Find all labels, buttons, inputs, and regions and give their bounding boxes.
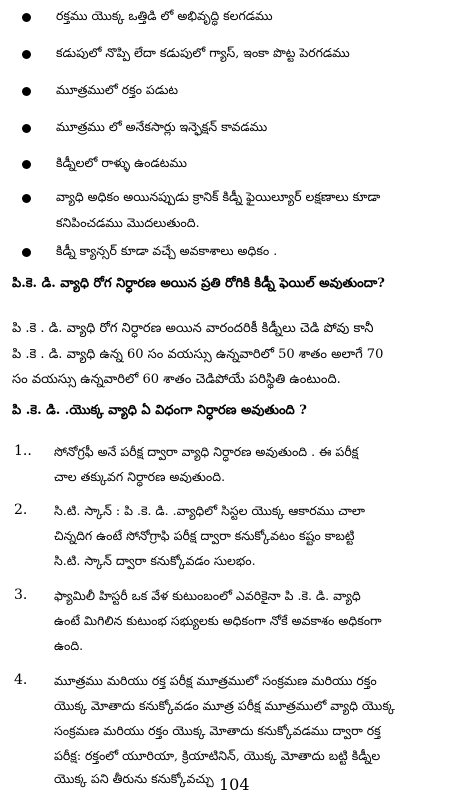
bullet-text: రక్తము యొక్క ఒత్తిడి లో అభివృద్ధి కలగడము	[56, 8, 273, 23]
item-line: పరీక్ష: రక్తంలో యూరియా, క్రియాటినిన్, యొక్క మోతాదు బట్టి కిడ్నీల	[54, 748, 381, 763]
bullet-text: కడుపులో నొప్పి లేదా కడుపులో గ్యాస్, ఇంకా పొట్ట పెరగడము	[56, 45, 350, 60]
bullet-dot	[22, 13, 31, 22]
bullet-dot	[22, 50, 31, 59]
section-heading: పి .కె. డి. .యొక్క వ్యాధి ఏ విధంగా నిర్ధారణ అవుతుంది ?	[12, 403, 307, 418]
item-line: సోనోగ్రఫీ అనే పరీక్ష ద్వారా వ్యాధి నిర్ధారణ అవుతుంది . ఈ పరీక్ష	[54, 444, 359, 459]
item-line: మూత్రము మరియు రక్త పరీక్ష మూత్రములో సంక్రమణ మరియు రక్తం	[54, 673, 377, 688]
item-line: ఫ్యామిలీ హిస్టరీ ఒక వేళ కుటుంబంలో ఎవరికైనా పి .కె. డి. వ్యాధి	[54, 588, 361, 603]
bullet-text: కిడ్నీ క్యాన్సర్ కూడా వచ్చే అవకాశాలు అధికం .	[56, 243, 278, 258]
bullet-text-line: కనిపించడము మొదలుతుంది.	[56, 215, 200, 230]
bullet-dot	[22, 194, 31, 203]
bullet-text: మూత్రము లో అనేకసార్లు ఇన్ఫెక్షన్ కావడము	[56, 119, 268, 134]
item-line: ఉంటే మిగిలిన కుటుంభ సభ్యులకు అధికంగా నోకే అవకాశం అధికంగా	[54, 613, 382, 628]
bullet-dot	[22, 248, 31, 257]
bullet-text-line: వ్యాధి అధికం అయినప్పుడు క్రానిక్ కిడ్నీ ఫైయిల్యూర్ లక్షణాలు కూడా	[56, 189, 381, 204]
section-heading: పి.కె. డి. వ్యాధి రోగ నిర్ధారణ అయిన ప్రతి రోగికి కిడ్నీ ఫెయిల్ అవుతుందా?	[12, 276, 385, 291]
item-number: 4.	[14, 672, 28, 688]
paragraph-line: పి .కె . డి. వ్యాధి ఉన్న 60 సం వయస్సు ఉన్నవారిలో 50 శాతం అలాగే 70	[12, 347, 384, 362]
bullet-text: కిడ్నీలలో రాళ్ళు ఉండటము	[56, 155, 187, 170]
item-number: 1..	[14, 443, 32, 459]
bullet-text: మూత్రములో రక్తం పడుట	[56, 82, 179, 97]
page-number: 104	[219, 775, 250, 794]
item-line: సి.టి. స్కాన్ ద్వారా కనుక్కోవడం సులభం.	[54, 553, 256, 568]
item-line: సంక్రమణ మరియు రక్తం యొక్క మోతాదు కనుక్కోవడము ద్వారా రక్త	[54, 723, 381, 738]
item-line: యొక్క మోతాదు కనుక్కోవడం మూత్ర పరీక్ష మూత్రములో వ్యాధి యొక్క	[54, 698, 395, 713]
item-number: 2.	[14, 502, 28, 518]
paragraph-line: పి .కె . డి. వ్యాధి రోగ నిర్ధారణ అయిన వారందరికీ కిడ్నీలు చెడి పోవు కానీ	[12, 321, 374, 336]
item-line: చాల తక్కువగ నిర్ధారణ అవుతుంది.	[54, 469, 226, 484]
item-number: 3.	[14, 587, 28, 603]
item-line: యొక్క పని తీరును కనుక్కోవచ్చు	[54, 771, 214, 786]
item-line: ఉంది.	[54, 638, 84, 653]
bullet-dot	[22, 124, 31, 133]
bullet-dot	[22, 87, 31, 96]
item-line: సి.టి. స్కాన్ : పి .కె. డి. .వ్యాధిలో సిస్టల యొక్క ఆకారము చాలా	[54, 503, 366, 518]
paragraph-line: సం వయస్సు ఉన్నవారిలో 60 శాతం చెడిపోయే పరిస్థితి ఉంటుంది.	[12, 372, 341, 387]
bullet-dot	[22, 160, 31, 169]
item-line: చిన్నదిగ ఉంటే సోనోగ్రాఫి పరీక్ష ద్వారా కనుక్కోవటం కష్టం కాబట్టి	[54, 528, 355, 543]
